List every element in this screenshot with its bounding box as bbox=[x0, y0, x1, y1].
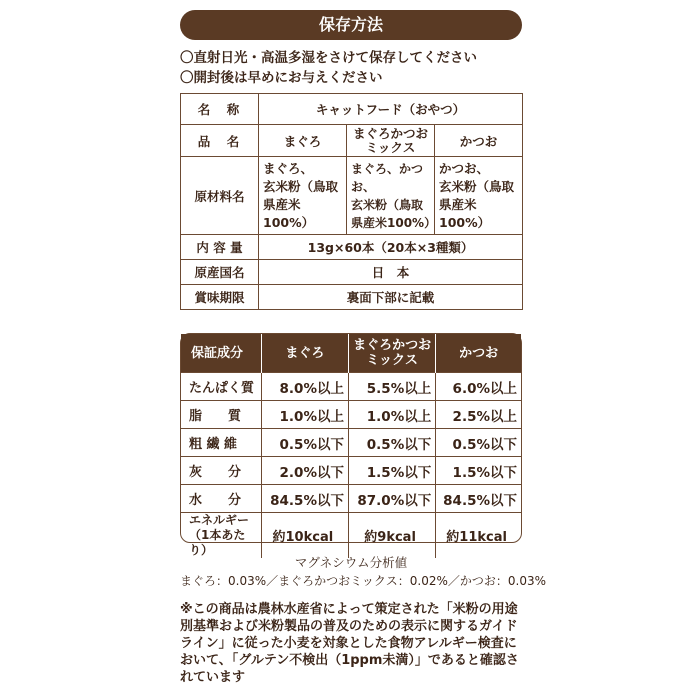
table-header bbox=[181, 334, 521, 373]
value-katsuo: 84.5%以下 bbox=[436, 485, 521, 513]
row-label: 水 分 bbox=[181, 485, 261, 513]
variety-katsuo: かつお bbox=[435, 125, 523, 157]
table-row bbox=[181, 401, 521, 429]
origin-label: 原産国名 bbox=[181, 260, 259, 285]
origin-value: 日 本 bbox=[259, 260, 523, 285]
expiry-value: 裏面下部に記載 bbox=[259, 285, 523, 310]
table-row bbox=[181, 513, 521, 559]
value-maguro: 2.0%以下 bbox=[261, 457, 348, 485]
table-row bbox=[181, 285, 523, 310]
table-row bbox=[181, 373, 521, 401]
value-katsuo: 約11kcal bbox=[436, 513, 521, 559]
analysis-header-katsuo: かつお bbox=[436, 334, 521, 373]
value-maguro: 約10kcal bbox=[261, 513, 348, 559]
variety-label: 品 名 bbox=[181, 125, 259, 157]
value-katsuo: 2.5%以上 bbox=[436, 401, 521, 429]
value-mix: 0.5%以下 bbox=[348, 429, 435, 457]
variety-mix: まぐろかつお ミックス bbox=[347, 125, 435, 157]
value-maguro: 0.5%以下 bbox=[261, 429, 348, 457]
expiry-label: 賞味期限 bbox=[181, 285, 259, 310]
name-label: 名 称 bbox=[181, 94, 259, 125]
value-katsuo: 0.5%以下 bbox=[436, 429, 521, 457]
table-row bbox=[181, 485, 521, 513]
table-row bbox=[181, 157, 523, 235]
storage-line-2: 〇開封後は早めにお与えください bbox=[180, 70, 383, 86]
product-info-table bbox=[180, 93, 523, 310]
magnesium-values: まぐろ：0.03%／まぐろかつおミックス：0.02%／かつお：0.03% bbox=[180, 574, 547, 588]
value-mix: 5.5%以上 bbox=[348, 373, 435, 401]
row-label: たんぱく質 bbox=[181, 373, 261, 401]
table-row bbox=[181, 94, 523, 125]
content-value: 13g×60本（20本×3種類） bbox=[259, 235, 523, 260]
variety-maguro: まぐろ bbox=[259, 125, 347, 157]
ingredients-katsuo: かつお、 玄米粉（鳥取 県産米100%） bbox=[435, 157, 523, 235]
row-label: 灰 分 bbox=[181, 457, 261, 485]
value-maguro: 8.0%以上 bbox=[261, 373, 348, 401]
ingredients-maguro: まぐろ、 玄米粉（鳥取 県産米100%） bbox=[259, 157, 347, 235]
magnesium-title: マグネシウム分析値 bbox=[294, 555, 408, 570]
table-row bbox=[181, 260, 523, 285]
storage-title: 保存方法 bbox=[180, 10, 522, 40]
analysis-header-label: 保証成分 bbox=[181, 334, 261, 373]
name-value: キャットフード（おやつ） bbox=[259, 94, 523, 125]
storage-line-1: 〇直射日光・高温多湿をさけて保存してください bbox=[180, 50, 477, 66]
table-row bbox=[181, 457, 521, 485]
row-label: 脂 質 bbox=[181, 401, 261, 429]
row-label: エネルギー （1本あたり） bbox=[181, 513, 261, 559]
value-katsuo: 1.5%以下 bbox=[436, 457, 521, 485]
value-maguro: 1.0%以上 bbox=[261, 401, 348, 429]
analysis-header-maguro: まぐろ bbox=[261, 334, 348, 373]
ingredients-label: 原材料名 bbox=[181, 157, 259, 235]
value-mix: 約9kcal bbox=[348, 513, 435, 559]
analysis-header-mix: まぐろかつお ミックス bbox=[348, 334, 435, 373]
table-row bbox=[181, 235, 523, 260]
analysis-table bbox=[180, 333, 522, 557]
table-row bbox=[181, 429, 521, 457]
value-mix: 1.5%以下 bbox=[348, 457, 435, 485]
value-katsuo: 6.0%以上 bbox=[436, 373, 521, 401]
value-maguro: 84.5%以下 bbox=[261, 485, 348, 513]
value-mix: 87.0%以下 bbox=[348, 485, 435, 513]
ingredients-mix: まぐろ、かつお、 玄米粉（鳥取 県産米100%） bbox=[347, 157, 435, 235]
gluten-note: ※この商品は農林水産省によって策定された「米粉の用途別基準および米粉製品の普及のための表示に関するガイドライン」に従った小麦を対象とした食物アレルギー検査において、「グルテン不検出（1ppm未満）」であると確認されています bbox=[180, 602, 519, 685]
content-label: 内 容 量 bbox=[181, 235, 259, 260]
row-label: 粗 繊 維 bbox=[181, 429, 261, 457]
table-row bbox=[181, 125, 523, 157]
value-mix: 1.0%以上 bbox=[348, 401, 435, 429]
